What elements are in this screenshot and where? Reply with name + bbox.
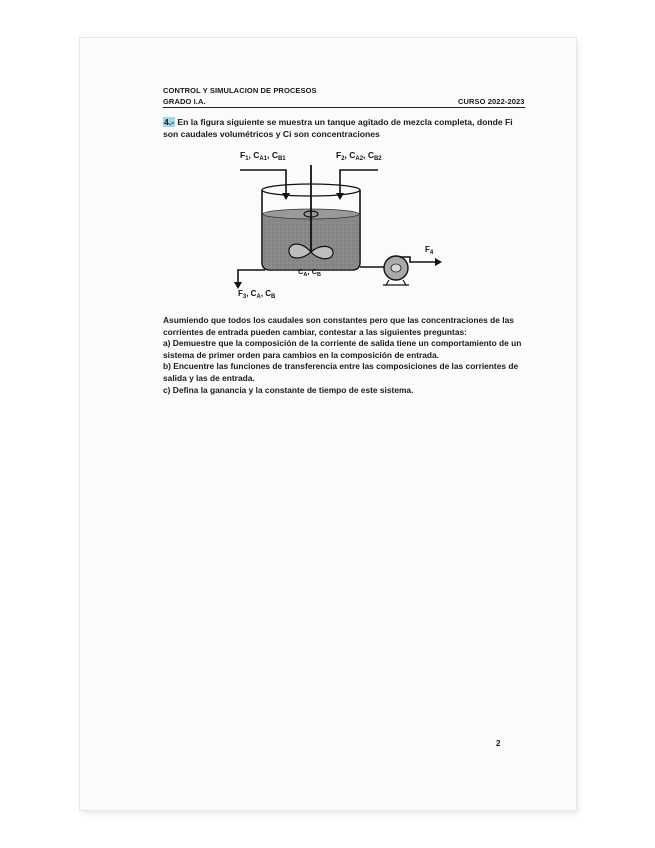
item-b: b) Encuentre las funciones de transferencia entre las composiciones de las corrientes de salida y las de entrada. xyxy=(163,361,519,383)
item-a: a) Demuestre que la composición de la corriente de salida tiene un comportamiento de un sistema de primer orden para cambios en la composición de entrada. xyxy=(163,338,522,360)
degree-label: GRADO I.A. xyxy=(163,97,206,106)
question-intro-text: En la figura siguiente se muestra un tanque agitado de mezcla completa, donde Fi son caudales volumétricos y Ci son concentraciones xyxy=(163,117,513,139)
tank-concentration-label: $C_A$, $C_B$ xyxy=(298,267,321,278)
question-number: 4.- xyxy=(164,117,175,127)
question-body xyxy=(163,315,525,396)
inlet2-label: $F_2$, $C_{A2}$, $C_{B2}$ xyxy=(336,150,382,162)
outlet-stream-right xyxy=(360,256,442,285)
item-c: c) Defina la ganancia y la constante de tiempo de este sistema. xyxy=(163,384,414,395)
outlet-right-label: $F_4$ xyxy=(425,245,434,256)
outlet-left-label: $F_3$, $C_A$, $C_B$ xyxy=(238,289,276,300)
course-year: CURSO 2022-2023 xyxy=(458,97,525,106)
assumption-text: Asumiendo que todos los caudales son constantes pero que las concentraciones de las corrientes de entrada pueden cambiar, contestar a las siguientes preguntas: xyxy=(163,315,514,337)
page-number: 2 xyxy=(496,739,501,748)
outlet-stream-left xyxy=(234,270,265,289)
inlet1-label: $F_1$, $C_{A1}$, $C_{B1}$ xyxy=(240,150,286,162)
course-title: CONTROL Y SIMULACION DE PROCESOS xyxy=(163,86,317,95)
